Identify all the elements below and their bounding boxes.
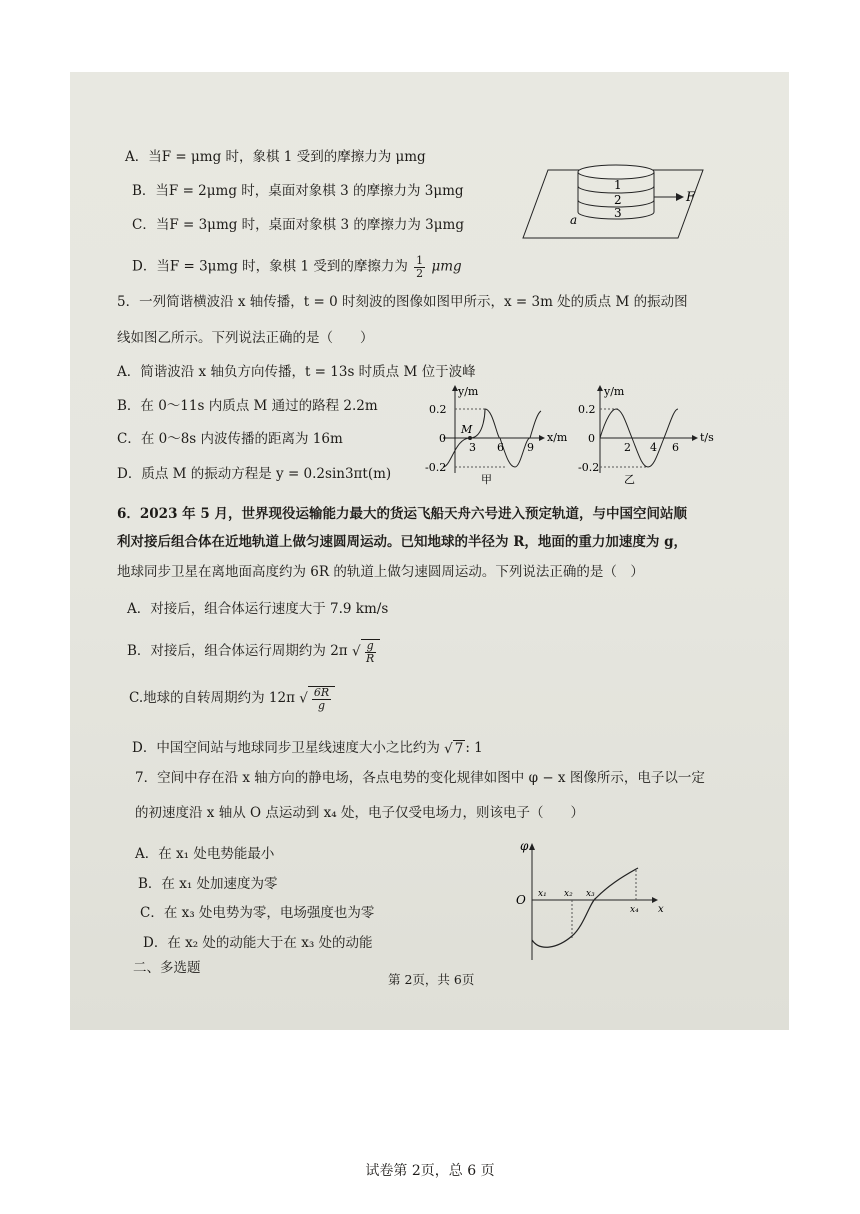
q6-option-c-text: C.地球的自转周期约为 12π xyxy=(129,690,295,707)
q6-option-d xyxy=(132,740,483,757)
q6-option-d-ratio: : 1 xyxy=(465,740,483,757)
q5-stem-line-2: 线如图乙所示。下列说法正确的是（ ） xyxy=(117,330,374,346)
q6-option-d-radical: √ 7 xyxy=(444,741,464,757)
q5-vibration-graph-yi xyxy=(578,383,718,488)
q7-tick-x2: x₂ xyxy=(564,889,573,899)
q7-option-b: B．在 x₁ 处加速度为零 xyxy=(138,876,278,892)
q6-option-b-radical: √ $\frac{g}{R}$ xyxy=(352,639,380,664)
table-corner-label: a xyxy=(570,213,578,227)
q7-option-c: C．在 x₃ 处电势为零，电场强度也为零 xyxy=(140,905,375,921)
force-label: F xyxy=(686,190,696,205)
jia-point-m xyxy=(468,436,472,440)
q4-option-c: C．当F = 3μmg 时，桌面对象棋 3 的摩擦力为 3μmg xyxy=(132,217,464,233)
jia-x-arrowhead xyxy=(539,435,545,441)
q6-d-radicand: 7 xyxy=(454,741,464,757)
q6-option-d-text: D．中国空间站与地球同步卫星线速度大小之比约为 xyxy=(132,740,440,757)
q6-c-denominator: g xyxy=(318,698,326,712)
q4-option-a: A．当F = μmg 时，象棋 1 受到的摩擦力为 μmg xyxy=(125,149,426,165)
jia-tick-9: 9 xyxy=(527,441,534,454)
jia-ymax-label: 0.2 xyxy=(429,403,447,416)
q4-option-d-text: D．当F = 3μmg 时，象棋 1 受到的摩擦力为 xyxy=(132,258,408,275)
page-footer: 试卷第 2页，总 6 页 xyxy=(365,1163,495,1179)
piece-1-label: 1 xyxy=(614,178,622,192)
q6-stem-line-1: 6．2023 年 5 月，世界现役运输能力最大的货运飞船天舟六号进入预定轨道，与中国空间站顺 xyxy=(117,506,687,522)
q4-d-denominator: 2 xyxy=(416,266,424,280)
jia-tick-6: 6 xyxy=(497,441,504,454)
table-surface xyxy=(523,170,703,238)
yi-origin-label: 0 xyxy=(588,432,595,445)
q7-tick-x3: x₃ xyxy=(586,889,595,899)
yi-x-arrowhead xyxy=(692,435,698,441)
yi-tick-2: 2 xyxy=(624,441,631,454)
q6-b-numerator: g xyxy=(366,639,374,652)
q7-potential-graph xyxy=(508,840,668,965)
q7-potential-curve xyxy=(532,868,638,947)
q7-x-arrowhead xyxy=(652,897,658,903)
yi-y-label: y/m xyxy=(604,385,625,398)
q6-option-b-text: B．对接后，组合体运行周期约为 2π xyxy=(127,643,348,660)
jia-tick-3: 3 xyxy=(469,441,476,454)
q6-stem-line-3: 地球同步卫星在离地面高度约为 6R 的轨道上做匀速圆周运动。下列说法正确的是（ ） xyxy=(117,564,644,580)
yi-y-arrowhead xyxy=(597,385,603,391)
yi-ymax-label: 0.2 xyxy=(578,403,596,416)
jia-y-label: y/m xyxy=(458,385,479,398)
q4-option-b: B．当F = 2μmg 时，桌面对象棋 3 的摩擦力为 3μmg xyxy=(132,183,464,199)
q7-y-label: φ xyxy=(520,840,529,853)
piece-2-label: 2 xyxy=(614,193,622,207)
photo-page-number: 第 2页，共 6页 xyxy=(388,972,475,987)
force-arrowhead xyxy=(676,193,684,201)
q5-option-d: D．质点 M 的振动方程是 y = 0.2sin3πt(m) xyxy=(117,466,392,482)
q6-option-a: A．对接后，组合体运行速度大于 7.9 km/s xyxy=(127,601,389,617)
q7-tick-x1: x₁ xyxy=(538,889,547,899)
q6-option-c xyxy=(129,686,335,711)
q5-option-c: C．在 0～8s 内波传播的距离为 16m xyxy=(117,431,343,447)
q7-option-a: A．在 x₁ 处电势能最小 xyxy=(135,846,275,862)
jia-origin-label: 0 xyxy=(439,432,446,445)
q5-option-b: B．在 0～11s 内质点 M 通过的路程 2.2m xyxy=(117,398,378,414)
q6-option-c-radical: √ $\frac{6R}{g}$ xyxy=(299,686,335,711)
yi-tick-6: 6 xyxy=(672,441,679,454)
q7-stem-line-2: 的初速度沿 x 轴从 O 点运动到 x₄ 处，电子仅受电场力，则该电子（ ） xyxy=(135,805,584,821)
jia-x-label: x/m xyxy=(547,431,568,444)
q5-option-a: A．简谐波沿 x 轴负方向传播，t = 13s 时质点 M 位于波峰 xyxy=(117,364,476,380)
section-multiple-choice-heading: 二、多选题 xyxy=(133,960,201,976)
q6-stem-line-2: 利对接后组合体在近地轨道上做匀速圆周运动。已知地球的半径为 R，地面的重力加速度为 g， xyxy=(117,534,688,550)
piece-1-top xyxy=(578,165,654,179)
q7-stem-line-1: 7．空间中存在沿 x 轴方向的静电场，各点电势的变化规律如图中 φ − x 图像所示，电子以一定 xyxy=(135,770,705,786)
q7-x-label: x xyxy=(658,904,664,915)
yi-x-label: t/s xyxy=(700,431,714,444)
jia-point-m-label: M xyxy=(461,423,473,436)
q4-chess-stack-figure xyxy=(518,150,708,240)
q6-c-numerator: 6R xyxy=(313,686,330,699)
piece-3-label: 3 xyxy=(614,206,622,220)
jia-caption: 甲 xyxy=(481,473,492,486)
q4-d-numerator: 1 xyxy=(416,254,424,267)
q6-option-b xyxy=(127,639,380,664)
q4-option-d-fraction xyxy=(414,255,425,279)
yi-caption: 乙 xyxy=(624,473,635,486)
q5-wave-graph-jia xyxy=(425,383,575,488)
yi-tick-4: 4 xyxy=(650,441,657,454)
q4-option-d-unit: μmg xyxy=(431,258,462,275)
jia-ymin-label: -0.2 xyxy=(425,461,447,474)
q5-stem-line-1: 5．一列简谐横波沿 x 轴传播，t = 0 时刻波的图像如图甲所示，x = 3m 处的质点 M 的振动图 xyxy=(117,294,688,310)
yi-ymin-label: -0.2 xyxy=(578,461,600,474)
q7-option-d: D．在 x₂ 处的动能大于在 x₃ 处的动能 xyxy=(143,935,373,951)
q7-origin-label: O xyxy=(516,893,526,907)
q6-b-denominator: R xyxy=(365,651,375,665)
q4-option-d xyxy=(132,255,462,279)
q7-y-arrowhead xyxy=(529,843,535,850)
q7-tick-x4: x₄ xyxy=(630,905,639,915)
